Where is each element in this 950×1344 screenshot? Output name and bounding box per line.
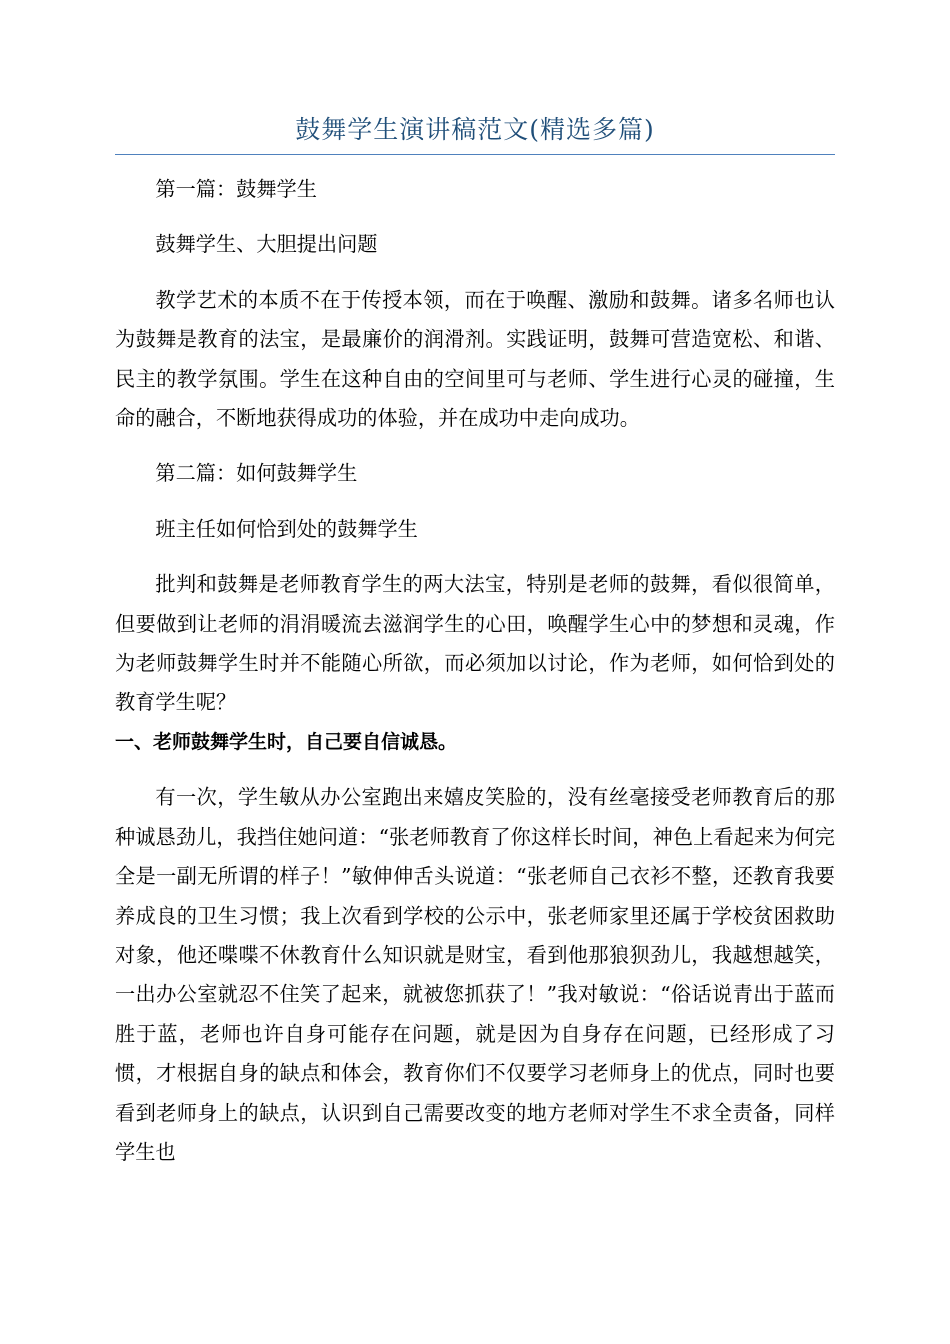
title-divider: [115, 154, 835, 155]
body-paragraph-2: 批判和鼓舞是老师教育学生的两大法宝，特别是老师的鼓舞，看似很简单，但要做到让老师的涓涓暖流去滋润学生的心田，唤醒学生心中的梦想和灵魂，作为老师鼓舞学生时并不能随心所欲，而必须加以讨论，作为老师，如何恰到处的教育学生呢？: [115, 572, 835, 715]
bold-point-heading: 一、老师鼓舞学生时，自己要自信诚恳。: [115, 730, 458, 753]
subheading-2: 班主任如何恰到处的鼓舞学生: [155, 516, 418, 541]
body-paragraph-3: 有一次，学生敏从办公室跑出来嬉皮笑脸的，没有丝毫接受老师教育后的那种诚恳劲儿，我挡住她问道：“张老师教育了你这样长时间，神色上看起来为何完全是一副无所谓的样子！”敏伸伸舌头说道：“张老师自己衣衫不整，还教育我要养成良的卫生习惯；我上次看到学校的公示中，张老师家里还属于学校贫困救助对象，他还喋喋不休教育什么知识就是财宝，看到他那狼狈劲儿，我越想越笑，一出办公室就忍不住笑了起来，就被您抓获了！”我对敏说：“俗话说青出于蓝而胜于蓝，老师也许自身可能存在问题，就是因为自身存在问题，已经形成了习惯，才根据自身的缺点和体会，教育你们不仅要学习老师身上的优点，同时也要看到老师身上的缺点，认识到自己需要改变的地方老师对学生不求全责备，同样学生也: [115, 785, 835, 1164]
body-paragraph-1: 教学艺术的本质不在于传授本领，而在于唤醒、激励和鼓舞。诸多名师也认为鼓舞是教育的法宝，是最廉价的润滑剂。实践证明，鼓舞可营造宽松、和谐、民主的教学氛围。学生在这种自由的空间里可与老师、学生进行心灵的碰撞，生命的融合，不断地获得成功的体验，并在成功中走向成功。: [115, 287, 835, 431]
document-body: [115, 170, 835, 1172]
document-title: 鼓舞学生演讲稿范文(精选多篇): [295, 115, 655, 144]
subheading-1: 鼓舞学生、大胆提出问题: [155, 232, 378, 257]
section-heading-1: 第一篇：鼓舞学生: [155, 177, 317, 201]
section-heading-2: 第二篇：如何鼓舞学生: [155, 461, 358, 486]
